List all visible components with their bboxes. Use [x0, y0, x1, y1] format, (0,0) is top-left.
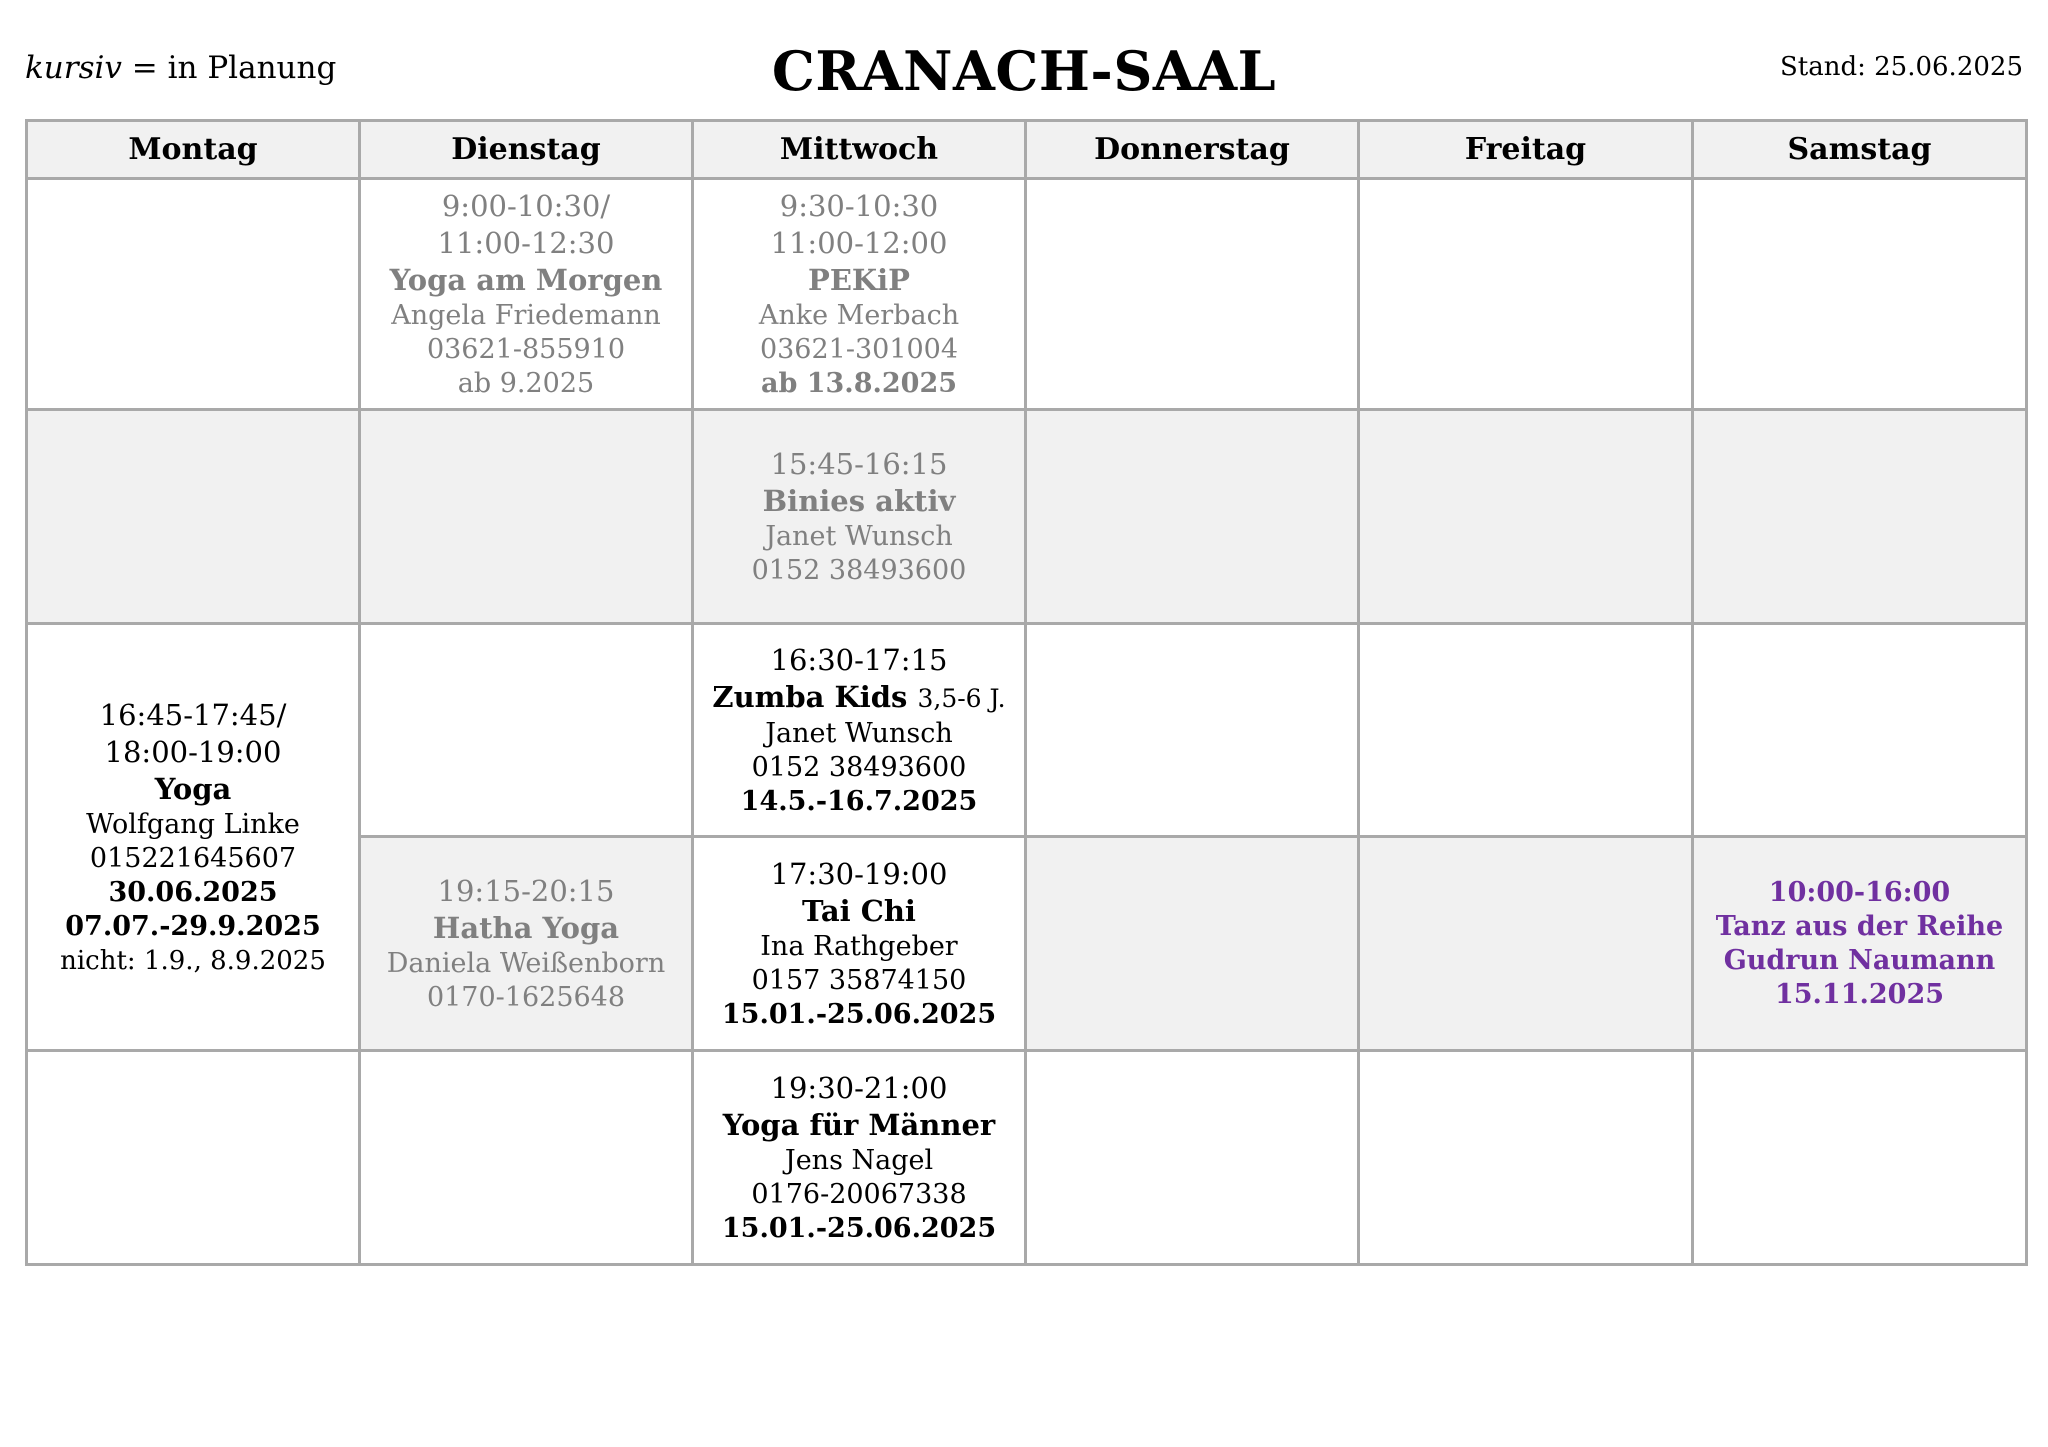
cell-empty	[1026, 179, 1359, 410]
cell-empty	[1026, 1051, 1359, 1265]
course-entry	[694, 188, 1024, 401]
cell-empty	[1693, 1051, 2027, 1265]
cell-empty	[27, 179, 360, 410]
course-dates: 14.5.-16.7.2025	[740, 785, 978, 817]
course-name-line	[694, 679, 1024, 717]
stand-date: Stand: 25.06.2025	[1779, 52, 2023, 82]
course-phone: 0152 38493600	[751, 554, 967, 586]
cell-empty	[27, 1051, 360, 1265]
course-time: 19:30-21:00	[770, 1070, 948, 1105]
course-phone: 03621-855910	[426, 333, 626, 365]
cell-empty	[1693, 624, 2027, 837]
course-entry	[28, 697, 358, 978]
day-header-friday: Freitag	[1359, 121, 1693, 179]
course-instructor: Wolfgang Linke	[86, 808, 300, 840]
course-date: 15.11.2025	[1774, 978, 1945, 1010]
course-dates: 07.07.-29.9.2025	[65, 910, 321, 942]
course-time: 16:30-17:15	[770, 642, 948, 677]
course-time: 17:30-19:00	[770, 856, 948, 891]
legend-text: = in Planung	[121, 50, 337, 86]
day-header-tuesday: Dienstag	[360, 121, 693, 179]
day-header-saturday: Samstag	[1693, 121, 2027, 179]
cell-wednesday-afternoon	[693, 410, 1026, 624]
schedule-table	[25, 119, 2028, 1266]
course-instructor: Anke Merbach	[758, 299, 960, 331]
page-title: CRANACH-SAAL	[771, 39, 1277, 103]
course-time: 11:00-12:30	[437, 225, 615, 260]
course-start-note: ab 13.8.2025	[760, 367, 958, 399]
course-entry	[361, 873, 691, 1015]
cell-empty	[1359, 837, 1693, 1051]
course-time: 9:00-10:30/	[441, 188, 611, 223]
course-phone: 0157 35874150	[751, 964, 967, 996]
course-instructor: Angela Friedemann	[391, 299, 661, 331]
table-row	[27, 624, 2027, 837]
course-time: 11:00-12:00	[770, 225, 948, 260]
course-entry	[694, 446, 1024, 588]
course-instructor: Janet Wunsch	[765, 520, 953, 552]
course-phone: 0152 38493600	[751, 751, 967, 783]
course-name: Yoga am Morgen	[389, 262, 663, 297]
course-name: Yoga	[154, 771, 232, 806]
cell-empty	[1359, 179, 1693, 410]
course-instructor: Ina Rathgeber	[760, 930, 958, 962]
course-name: Binies aktiv	[762, 483, 956, 518]
course-instructor: Janet Wunsch	[765, 717, 953, 749]
day-header-wednesday: Mittwoch	[693, 121, 1026, 179]
cell-empty	[27, 410, 360, 624]
cell-empty	[1693, 410, 2027, 624]
course-time: 10:00-16:00	[1768, 876, 1951, 908]
table-row	[27, 410, 2027, 624]
cell-empty	[1359, 624, 1693, 837]
course-date: 30.06.2025	[108, 876, 278, 908]
course-dates: 15.01.-25.06.2025	[721, 1212, 997, 1244]
course-time: 16:45-17:45/	[99, 697, 287, 732]
course-instructor: Gudrun Naumann	[1723, 944, 1996, 976]
course-name: Tai Chi	[802, 893, 916, 928]
course-dates: 15.01.-25.06.2025	[721, 998, 997, 1030]
course-name: PEKiP	[808, 262, 910, 297]
course-entry	[694, 856, 1024, 1032]
course-time: 15:45-16:15	[770, 446, 948, 481]
cell-empty	[1693, 179, 2027, 410]
course-phone: 015221645607	[89, 842, 297, 874]
course-entry	[694, 1070, 1024, 1246]
cell-empty	[1359, 410, 1693, 624]
course-name: Zumba Kids	[712, 679, 908, 714]
course-age: 3,5-6 J.	[917, 683, 1006, 713]
cell-empty	[1026, 624, 1359, 837]
cell-wednesday-taichi	[693, 837, 1026, 1051]
cell-empty	[360, 1051, 693, 1265]
course-instructor: Jens Nagel	[784, 1144, 934, 1176]
course-phone: 03621-301004	[759, 333, 959, 365]
course-start-note: ab 9.2025	[457, 367, 595, 399]
cell-tuesday-evening	[360, 837, 693, 1051]
cell-wednesday-morning	[693, 179, 1026, 410]
course-time: 18:00-19:00	[104, 734, 282, 769]
cell-wednesday-zumba	[693, 624, 1026, 837]
course-phone: 0170-1625648	[426, 981, 626, 1013]
cell-wednesday-late	[693, 1051, 1026, 1265]
cell-saturday-event	[1693, 837, 2027, 1051]
course-name: Yoga für Männer	[722, 1107, 996, 1142]
cell-tuesday-morning	[360, 179, 693, 410]
cell-monday-evening	[27, 624, 360, 1051]
cell-empty	[360, 624, 693, 837]
day-header-thursday: Donnerstag	[1026, 121, 1359, 179]
course-time: 9:30-10:30	[779, 188, 939, 223]
course-entry	[694, 642, 1024, 819]
day-header-monday: Montag	[27, 121, 360, 179]
course-name: Tanz aus der Reihe	[1715, 910, 2004, 942]
course-time: 19:15-20:15	[437, 873, 615, 908]
course-entry	[361, 188, 691, 401]
legend-marker: kursiv	[25, 50, 122, 86]
cell-empty	[360, 410, 693, 624]
table-row	[27, 1051, 2027, 1265]
cell-empty	[1026, 410, 1359, 624]
cell-empty	[1026, 837, 1359, 1051]
course-phone: 0176-20067338	[751, 1178, 967, 1210]
table-row	[27, 179, 2027, 410]
course-instructor: Daniela Weißenborn	[386, 947, 666, 979]
cell-empty	[1359, 1051, 1693, 1265]
course-entry	[1694, 876, 2025, 1012]
course-exceptions: nicht: 1.9., 8.9.2025	[60, 945, 326, 976]
course-name: Hatha Yoga	[432, 910, 620, 945]
day-header-row	[27, 121, 2027, 179]
